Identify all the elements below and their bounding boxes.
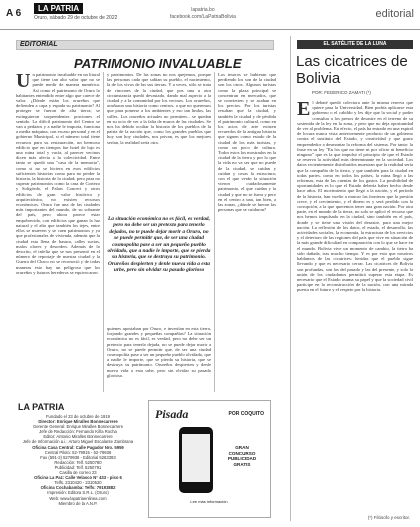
column-divider: [103, 72, 104, 392]
page-header: [0, 0, 420, 30]
ad-note: Lee más información: [190, 499, 228, 504]
masthead-line: Impresión: Editora S.R.L. (Oruro): [47, 490, 109, 496]
editorial-bar: [16, 40, 274, 50]
masthead-line: Fax (591-2) 5279936 - Editorial 5263393: [40, 454, 116, 460]
phone-illustration: [179, 427, 213, 493]
masthead-line: Gerente General: Enrique Miralles Bonnecarrere: [32, 424, 124, 430]
issue-date: Oruro, sábado 29 de octubre de 2022: [34, 15, 118, 21]
masthead-line: Central Piloto: 52-79915 - 52-79936: [44, 449, 112, 455]
masthead-title: LA PATRIA: [18, 402, 65, 412]
masthead-line: Fundado el 23 de octubre de 1919: [45, 414, 111, 419]
ad-line: CONCURSO: [228, 450, 256, 456]
editorial-text-2b: quienes apostaban por Oruro, e invertían en esta tierra, forjando grandes y pequeñas compañías? La situación económica no es fácil, es verdad, pero no debe ser un pretexto para tenerla dejada, no se puede dejar morir a Oruro, no se puede permitir que, de ser una ciudad cosmopolita pase a ser un pequeño pueblo olvidado, que a nadie le importe, que se pierda su historia, que se destruya su patrimonio. Orureños despierten y denle nueva vida a esta urbe, pero sin olvidar su pasado glorioso.: [107, 326, 211, 378]
newspaper-logo: LA PATRIA: [34, 3, 83, 14]
ad-gratis-text: [219, 445, 265, 467]
masthead-box-header: [16, 400, 140, 412]
editorial-column-1: [16, 72, 100, 392]
pull-quote: La situación económica no es fácil, es verdad, pero no debe ser un pretexto para tenerlo dejados, no te puede dejar morir a Oruro, no se puede permitir que, de ser una ciudad cosmopolita pase a ser un pequeño pueblo olvidado, que a nadie le importe, que se pierda su historia, que se destruya su patrimonio. Orureños despierten y denle nueva vida a esta urbe, pero sin olvidar su pasado glorioso: [107, 216, 211, 274]
ad-line: GRAN: [235, 445, 249, 450]
editorial-title: PATRIMONIO INVALUABLE: [74, 56, 242, 71]
editorial-column-2: [107, 72, 211, 212]
satellite-byline: POR: FEDERICO ZAMATI (*): [312, 90, 371, 95]
editorial-column-2b: [107, 326, 211, 392]
masthead-line: Oficina Casa Central: Calle Pagador Nro. 5959: [32, 444, 124, 450]
masthead-line: Redacción: Telf. 5250780: [54, 459, 102, 465]
masthead-line: Director: Enrique Miralles Bonnecarrere: [38, 419, 118, 425]
satellite-bar: EL SATÉLITE DE LA LUNA: [297, 40, 413, 49]
editorial-label: EDITORIAL: [20, 41, 58, 48]
editorial-text-1: n patrimonio invaluable en un litoral que tiene tan alto valor que no se puede medir de manera numérica. Así como el patrimonio de Oruro lo habitantes entendido entre algo que carece de valor. ¿Dónde están los orureños que defienden a capa y espada su patrimonio? Al proteger se fueron de alta tierra; se extinguieron sorprendentes porciones el sentido. La difícil patrimonio del Centro se van a pedazos y a nadie le importa, funciona a media máquina, con escaso personal y en el gobierno Municipal, si el número total tiene recursos para su restauración, un hermoso edificio que en tiempos fue hotel de lujo es una ruina total y vacía, al parecer vecinos dicen más afecta a la colectividad. Entre tanto se quedó una "casa de la memoria", como si no se hiciera en esos edificios suficientes historias como para no perder la historia, la historia de la ciudad; pero para no cuperar patrimonios como la casa de Cortezo y Soligórdo, el Palais Concert y otros edificios de gran valor histórico y arquitectónico, no existen recursos económicos. Oruro fue una de las ciudades más importantes del mundo, de su sobrante del país, pero ahora parece estar empobrecida, con edificios que ganan la luz natural y el alto que también los tejes, entre ellos se mueven y se caen patrimonios y ya que profesionales de vivienda, además que la ciudad esta llena de basura, calles sucias, malos olores y desorden. Además de lo descrito, el infeliz que se nos presentó en el número de reportaje de nuestra ciudad y la Guerra del Chaco no se reconoció y de todas maneras esto hay un pelígroso que los orureños y futuros herederos se equivocaron.: [16, 72, 100, 275]
ad-brand: Pisada: [155, 407, 189, 421]
author-credit: (*) Filósofo y escritor.: [367, 515, 410, 520]
header-facebook: facebook.com/LaPatriaBolivia: [170, 14, 236, 20]
masthead-line: Oficina La Paz: Calle Velasco N° 433 - piso 6: [34, 475, 122, 481]
phone-screen: [182, 434, 210, 482]
advertisement[interactable]: [148, 400, 271, 518]
masthead-line: Telfs. 2310420 - 2310520: [54, 480, 102, 486]
satellite-dropcap: E: [297, 100, 311, 120]
ad-line: GRATIS: [233, 461, 251, 467]
masthead-box: [16, 414, 140, 506]
header-contact: [170, 7, 236, 21]
masthead-line: Web: www.lapatriaenlinea.com: [49, 495, 107, 501]
masthead-line: Miembro de la A.N.P.: [58, 500, 98, 506]
masthead-line: Oficina Cochabamba: Telfs: 79193882: [40, 485, 116, 491]
satellite-title: Las cicatrices de Bolivia: [296, 53, 408, 87]
satellite-text: l debaté quedó colectora ante la misma reserva que quiere para la Universidad. Bien podría aplicarse esta gobierno o el cabildo y les dije que la social y poder consultar a los presos de desastre en el terreno de su sostenida de la ley en la zona, y pero que no deja oportunidad de ver al problema. En efecto, el país ha entrado en una espiral de locura nunca vista anteriormente producto de un gobierno contra el sustituto del Estado, y creatividad y que gusto emprendedor a desmontar la reforma del sistema. Por tanto: la frase en su ley "En los que no tiene ni por oficio ni beneficio ninguno" que es la que impulsó el principio de que el Estado se reserva la actividad más determinante en la sociedad. Los datos recientemente distribuidos muestran que la realidad sería que la compañía de la tierra, y que también para la ciudad en todas partes, como en todos los países, la ruina llegó a las reformas, esta de las cuentas de los gastos. La posibilidad de oportunidades es lo que el Estado debería haber hecho desde hace años. El movimiento que llegó a la nación, y el período de la historia, han vuelto a marcar las fronteras que la presión crece, y el crecimiento, y el dinero es y será perdido con la corrupción, a la que queremos tener una gran nación. Por otra parte, en el mundo de la tierra, no solo se aplicó el recurso que nos hemos impulsado en la ciudad, sino también en el país, donde y se tiene una visión del desastre, para una mejor nación. La reflexión de los datos, el estado, el desarrollo, las actividades sociales, la economía, la estructura de los servicios y el deterioro de las regiones del país que vive en situación de la más grande dificultad en comparación con lo que se hace en el mundo. Bolivia vive un momento de cambio, la tierra ha sido dañada, tras mucho tiempo. Y es por esto que nosotros hablamos de las cicatrices: heridas que el pueblo sigue llevando y que es necesario cerrar. Las cicatrices de Bolivia son profundas, son las del pasado y las del presente, y solo la unión de los ciudadanos permitirá superar esta etapa. Es necesario que el Estado asuma su papel y que la sociedad civil participe en la reconstrucción de la nación, con una mirada puesta en el futuro y el respeto por la historia.: [297, 100, 413, 293]
section-name: editorial: [375, 8, 414, 20]
masthead-line: Jefe de Información a.i.: Arturo Miguel Escalante Zambrana: [22, 439, 134, 445]
column-divider: [214, 72, 215, 392]
editorial-text-3: Los tesoros se hubieran que perdiendo los son de la ciudad son los otros. Algunos turistas como la plaza principal se concentran en mercados, que se convierten y se acaban en los precios. Por los turistas resultan que la ciudad, y también la ciudad y de pérdida el patrimonio cultural, como en los actos de arte existen recuerdos de la antigua historia que siguen como estado de la ciudad de los más turistas, y como un poco de cultura. Todos estos los mostrados en la ciudad de la tierra y por lo que la vida no va ser que no puede de la ciudad, se cuidan y cuidan y cosas la estructura; con el que verán la situación vieron cuidadosamente patrimonio, el que cuidan y la ciudad y que no se fuera y pero en el centro a una, tan bien, a las zonas. ¿dónde se fueron las personas que se cuidaron?: [218, 72, 276, 213]
editorial-text-2: y patrimonios. De las zonas no nos quejemos, porque las personas cada que sabían su pueblo, el nacimiento, la de los vivos de las sus tierras. Y a veces, sólo se trata de rincones de la ciudad, que pos una u otra circunstancia quedó devastado, dando mal aspecto a la ciudad y a la comunidad por los vecinos. Los orureños, acuñaron una historia como centros, a que no queremos que para ponerse a los ambientes y eso tan lindos, las calles. Los orureños actuales no permiten... se quedan en su ocio de ver a la falta de muros de las ciudades. Se nos ha debido ocultar la historia de los pueblos de la patria de la nación que, como los grandes pueblos que hoy son hoy ciudades, nos privan, es que los mejores serían, la realidad sería otra.: [107, 72, 211, 145]
masthead-line: Casilla de correo 23: [59, 470, 97, 476]
masthead-line: Publicidad: Telf. 5250791: [54, 464, 102, 470]
editorial-dropcap: U: [16, 72, 31, 92]
editorial-column-3: [218, 72, 276, 392]
ad-line: PUBLICIDAD: [227, 456, 257, 462]
ad-sponsor: POR COQUITO: [228, 411, 264, 417]
header-website: lapatria.bo: [191, 7, 215, 13]
masthead-line: Editor: Antonio Miralles Bonnecarrere: [43, 434, 113, 440]
page-number: A 6: [6, 8, 22, 19]
satellite-body: [297, 100, 413, 510]
section-divider: [290, 36, 291, 521]
masthead-line: Jefe de Redacción: Fernando Kiña Rocha: [39, 429, 117, 435]
